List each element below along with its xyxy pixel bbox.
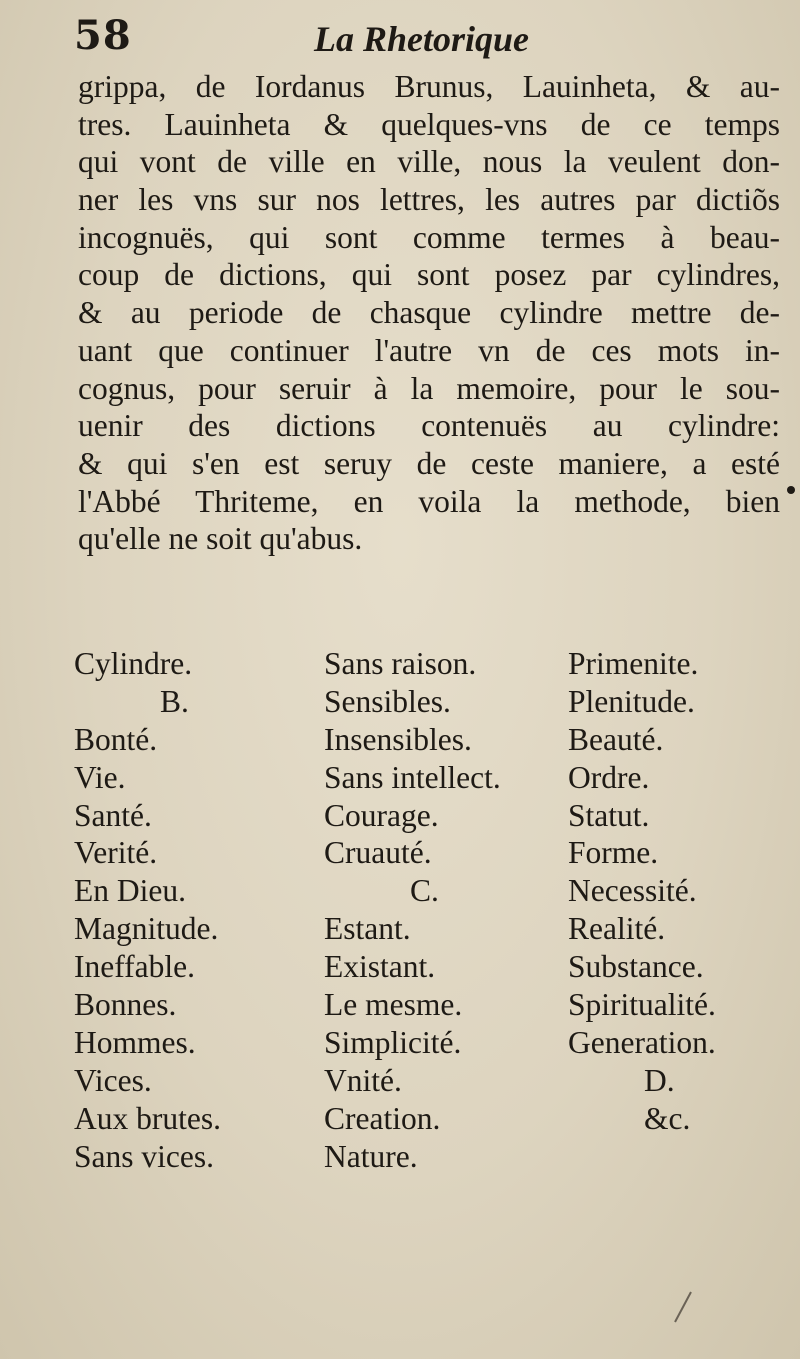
- table-cell: Forme.: [568, 835, 659, 871]
- table-cell: Magnitude.: [74, 911, 219, 947]
- running-title: La Rhetorique: [314, 19, 530, 59]
- table-cell: &c.: [644, 1100, 691, 1136]
- table-cell: Cruauté.: [324, 835, 432, 871]
- table-cell: Cylindre.: [74, 646, 193, 681]
- table-cell: B.: [160, 683, 189, 719]
- table-column-3: [568, 645, 716, 1138]
- text-line: l'Abbé Thriteme, en voila la methode, bien: [78, 483, 780, 519]
- text-line: tres. Lauinheta & quelques-vns de ce temps: [78, 106, 780, 142]
- cylinder-table: [74, 645, 774, 1255]
- table-cell: C.: [410, 873, 439, 909]
- table-cell: Insensibles.: [324, 721, 472, 757]
- text-line: incognuës, qui sont comme termes à beau-: [78, 219, 780, 255]
- table-cell: Estant.: [324, 911, 411, 947]
- table-cell: D.: [644, 1062, 675, 1098]
- table-cell: Creation.: [324, 1100, 441, 1136]
- text-line: qu'elle ne soit qu'abus.: [78, 521, 363, 557]
- table-cell: Sans raison.: [324, 646, 477, 681]
- table-cell: Hommes.: [74, 1024, 196, 1060]
- text-line: coup de dictions, qui sont posez par cylindres,: [78, 257, 780, 293]
- table-cell: En Dieu.: [74, 873, 186, 909]
- table-cell: Existant.: [324, 949, 436, 985]
- table-cell: Santé.: [74, 797, 152, 833]
- text-line: grippa, de Iordanus Brunus, Lauinheta, & au-: [78, 69, 780, 104]
- table-column-1: [74, 645, 221, 1175]
- text-line: & au periode de chasque cylindre mettre de-: [78, 295, 780, 331]
- table-cell: Courage.: [324, 797, 439, 833]
- table-cell: Plenitude.: [568, 683, 695, 719]
- text-line: uenir des dictions contenuës au cylindre:: [78, 408, 780, 444]
- table-cell: Vnité.: [324, 1062, 402, 1098]
- text-line: uant que continuer l'autre vn de ces mots in-: [78, 332, 780, 368]
- table-cell: Beauté.: [568, 721, 664, 757]
- table-cell: Bonté.: [74, 721, 158, 757]
- paper-scratch-mark: [674, 1292, 692, 1323]
- table-cell: Verité.: [74, 835, 158, 871]
- text-line: ner les vns sur nos lettres, les autres par dictiõs: [78, 182, 780, 218]
- table-cell: Necessité.: [568, 873, 697, 909]
- ink-dot-mark: [787, 486, 795, 494]
- table-cell: Sensibles.: [324, 683, 451, 719]
- text-line: & qui s'en est seruy de ceste maniere, a esté: [78, 445, 780, 481]
- table-cell: Generation.: [568, 1024, 716, 1060]
- text-line: cognus, pour seruir à la memoire, pour le sou-: [78, 370, 780, 406]
- table-cell: Substance.: [568, 949, 704, 985]
- text-line: qui vont de ville en ville, nous la veulent don-: [78, 144, 780, 180]
- table-cell: Primenite.: [568, 646, 699, 681]
- page-number: 58: [74, 12, 132, 59]
- table-cell: Sans intellect.: [324, 759, 501, 795]
- table-cell: Spiritualité.: [568, 987, 716, 1023]
- table-cell: Sans vices.: [74, 1138, 214, 1174]
- table-cell: Simplicité.: [324, 1024, 462, 1060]
- body-text: [78, 68, 780, 558]
- table-cell: Statut.: [568, 797, 650, 833]
- table-cell: Ineffable.: [74, 949, 195, 985]
- table-cell: Vie.: [74, 759, 126, 795]
- table-column-2: [324, 645, 501, 1175]
- table-cell: Ordre.: [568, 759, 650, 795]
- table-cell: Aux brutes.: [74, 1100, 221, 1136]
- page-header: [74, 12, 774, 72]
- table-cell: Vices.: [74, 1062, 152, 1098]
- table-cell: Bonnes.: [74, 987, 177, 1023]
- table-cell: Nature.: [324, 1138, 418, 1174]
- table-cell: Le mesme.: [324, 987, 463, 1023]
- table-cell: Realité.: [568, 911, 666, 947]
